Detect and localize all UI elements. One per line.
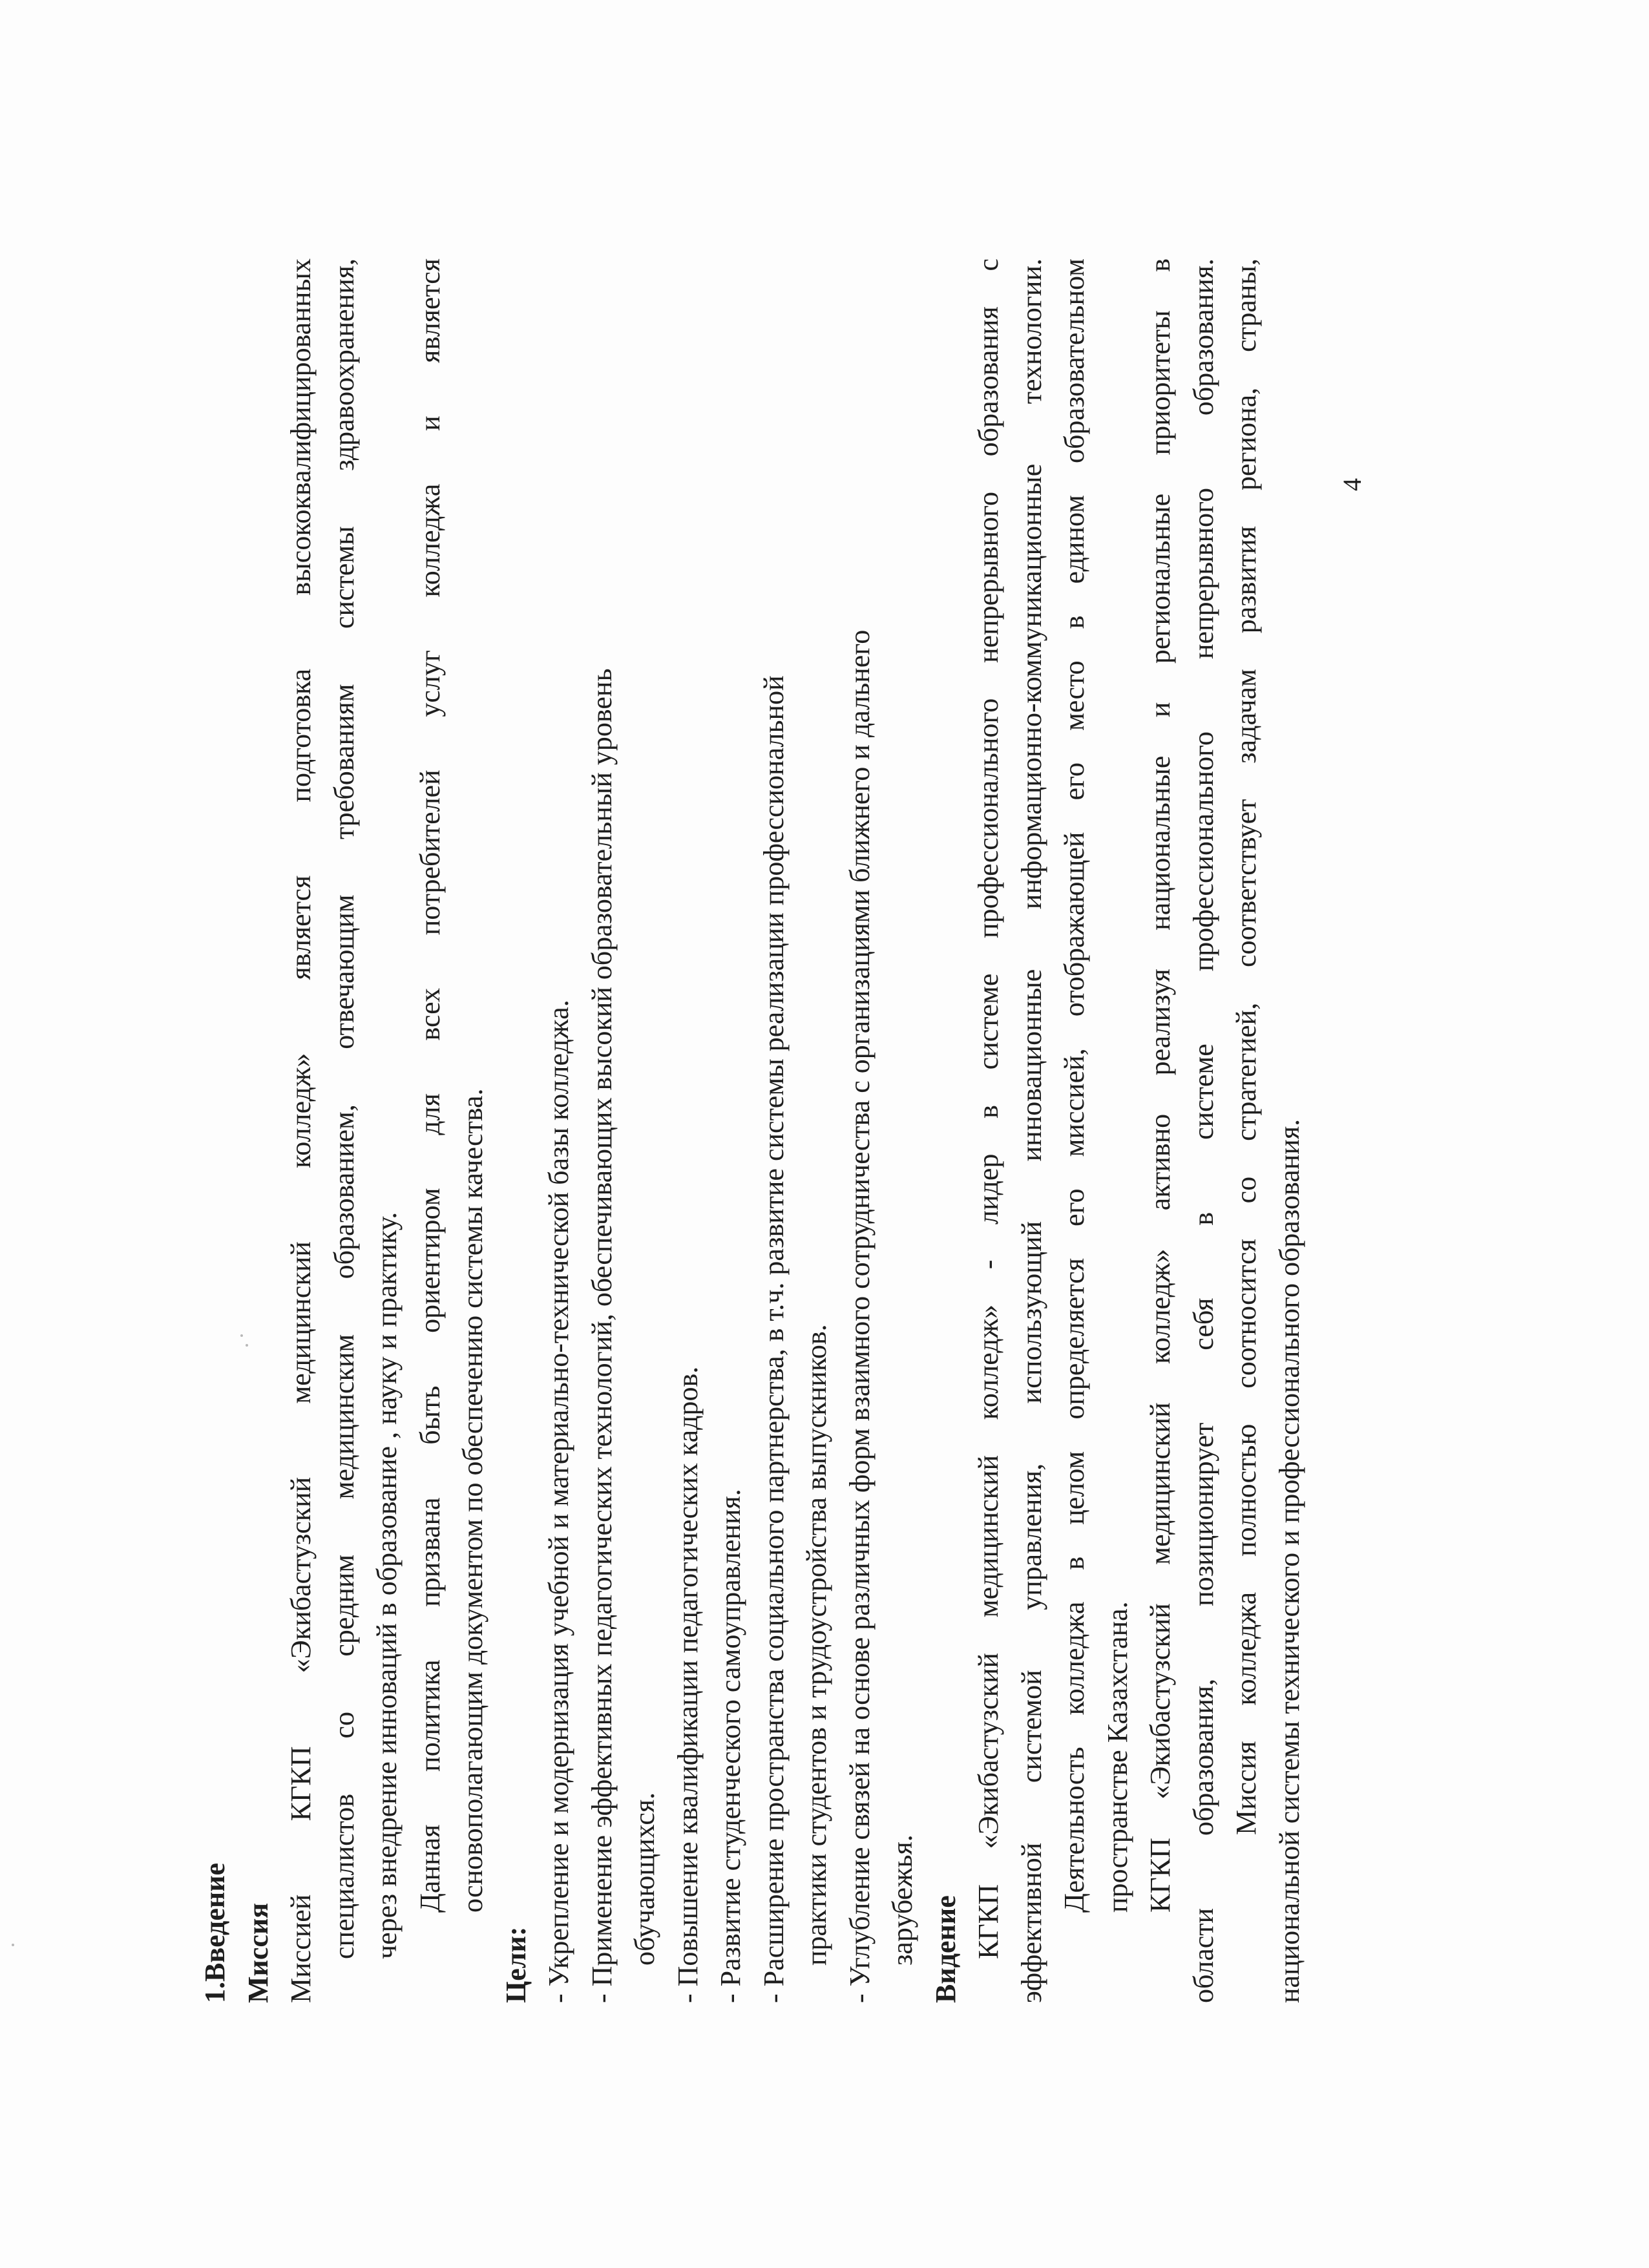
goal-item: - Развитие студенческого самоуправления.	[715, 1489, 746, 2003]
vision-line: КГКП «Экибастузский медицинский колледж» - лидер в системе профессионального непрерывного образования с	[972, 258, 1004, 1959]
goal-item: - Повышение квалификации педагогических кадров.	[671, 1366, 704, 2003]
vision-line: эффективной системой управления, использующий инновационные информационно-коммуникационные технологии.	[1015, 258, 1047, 2003]
vision-line: национальной системы технического и профессионального образования.	[1273, 1118, 1305, 2003]
rotated-document-body	[194, 258, 1367, 2003]
vision-line: области образования, позиционирует себя в системе профессионального непрерывного образования.	[1187, 258, 1219, 2003]
vision-line: Деятельность колледжа в целом определяется его миссией, отображающей его место в едином образовательном	[1058, 258, 1090, 1913]
vision-heading: Видение	[929, 1895, 961, 2003]
scan-speck	[12, 1944, 14, 1946]
goal-item: - Углубление связей на основе различных форм взаимного сотрудничества с организациями ближнего и дальнего	[843, 629, 876, 2003]
goal-item: - Укрепление и модернизация учебной и материально-технической базы колледжа.	[543, 1000, 574, 2003]
mission-line: Данная политика призвана быть ориентиром для всех потребителей услуг колледжа и является	[414, 258, 446, 1913]
goal-item: - Применение эффективных педагогических технологий, обеспечивающих высокий образовательный уровень	[585, 668, 618, 2003]
vision-line: Миссия колледжа полностью соотносится со стратегией, соответствует задачам развития региона, страны,	[1230, 258, 1262, 1835]
mission-heading: Миссия	[242, 1902, 274, 2003]
mission-line: Миссией КГКП «Экибастузский медицинский колледж» является подготовка высококвалифицированных	[285, 258, 317, 2003]
vision-line: КГКП «Экибастузский медицинский колледж» активно реализуя национальные и региональные приоритеты в	[1144, 258, 1176, 1913]
page-number: 4	[1338, 478, 1367, 491]
mission-line: основополагающим документом по обеспечению системы качества.	[457, 1088, 488, 1913]
goals-heading: Цели:	[499, 1926, 532, 2003]
goal-item-continuation: обучающихся.	[629, 1792, 660, 1966]
goal-item-continuation: зарубежья.	[887, 1834, 918, 1966]
section-heading: 1.Введение	[199, 1862, 231, 2003]
vision-line: пространстве Казахстана.	[1101, 1601, 1133, 1913]
mission-line: специалистов со средним медицинским образованием, отвечающим требованиям системы здравоохранения,	[328, 258, 360, 1959]
goal-item-continuation: практики студентов и трудоустройства выпускников.	[801, 1324, 832, 1966]
goal-item: - Расширение пространства социального партнерства, в т.ч. развитие системы реализации профессиональной	[757, 675, 790, 2003]
mission-line: через внедрение инноваций в образование , науку и практику.	[371, 1212, 403, 1959]
